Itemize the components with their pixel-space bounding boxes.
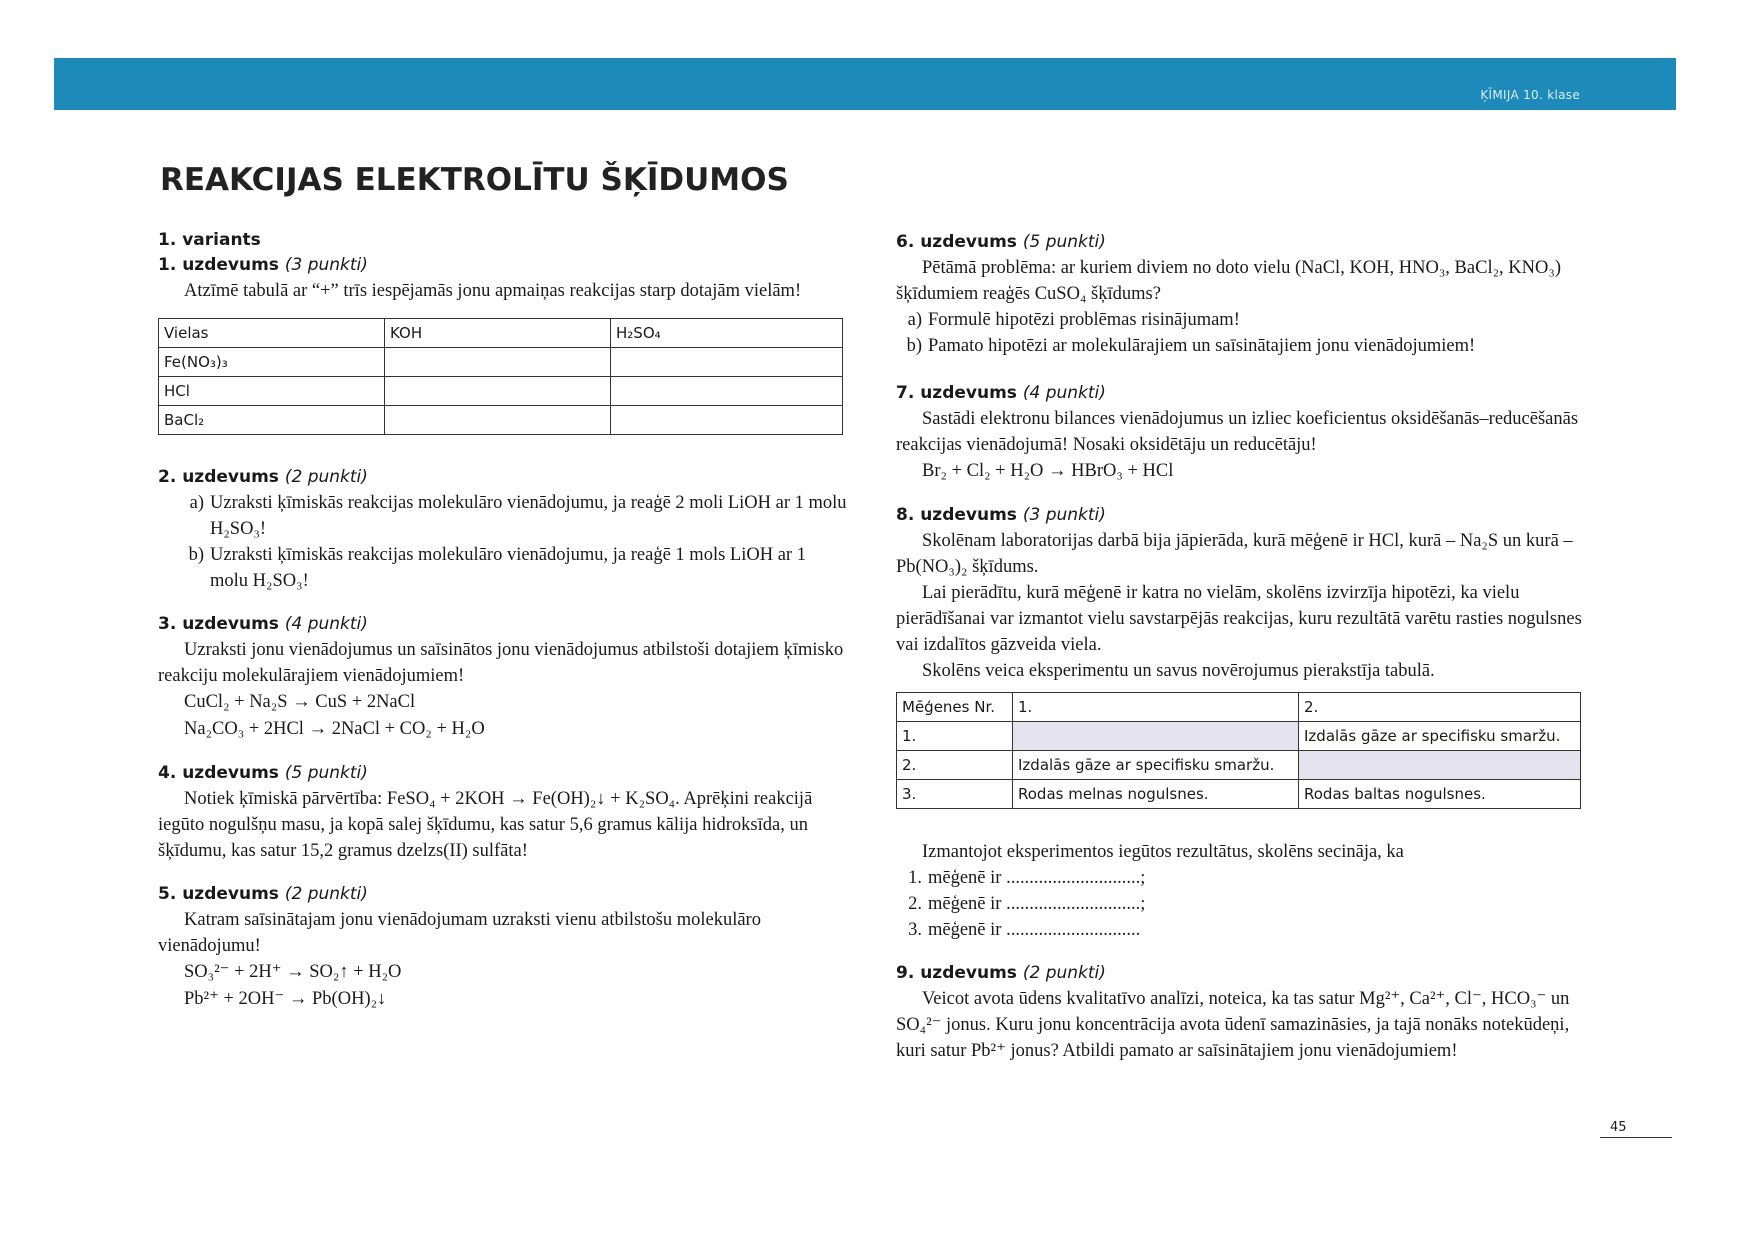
task-text: Lai pierādītu, kurā mēģenē ir katra no vielām, skolēns izvirzīja hipotēzi, ka vielu pierādīšanai var izmantot vielu savstarpējās reakcijas, kuru rezultātā varētu rasties nogulsnes vai izdalītos gāzveida viela. bbox=[896, 583, 1582, 655]
left-column bbox=[158, 228, 848, 1013]
table-header-cell: Vielas bbox=[159, 319, 385, 348]
task-heading bbox=[158, 465, 848, 490]
variant-label: 1. variants bbox=[158, 230, 261, 250]
item-text: mēģenē ir .............................; bbox=[928, 894, 1146, 914]
task-6 bbox=[896, 230, 1586, 359]
table-header-cell: KOH bbox=[385, 319, 611, 348]
equation: CuCl₂ + Na₂S → CuS + 2NaCl bbox=[184, 692, 416, 712]
table-row-label: 3. bbox=[897, 780, 1013, 809]
task-text: Skolēns veica eksperimentu un savus novērojumus pierakstīja tabulā. bbox=[922, 661, 1435, 681]
table-cell: Rodas baltas nogulsnes. bbox=[1299, 780, 1581, 809]
task-5 bbox=[158, 882, 848, 1013]
task-points: (2 punkti) bbox=[284, 467, 368, 487]
conclusion-item bbox=[896, 891, 1586, 917]
task-points: (5 punkti) bbox=[284, 763, 368, 783]
task-text: Veicot avota ūdens kvalitatīvo analīzi, noteica, ka tas satur Mg²⁺, Ca²⁺, Cl⁻, HCO₃⁻ un SO₄²⁻ jonus. Kuru jonu koncentrācija avota ūdenī samazināsies, ja tajā nonāks notekūdeņi, kuri satur Pb²⁺ jonus? Atbildi pamato ar saīsinātajiem jonu vienādojumiem! bbox=[896, 989, 1570, 1061]
table-row-label: BaCl₂ bbox=[159, 406, 385, 435]
table-header-cell: 2. bbox=[1299, 693, 1581, 722]
equation: Br₂ + Cl₂ + H₂O → HBrO₃ + HCl bbox=[922, 461, 1174, 481]
item-text: Pamato hipotēzi ar molekulārajiem un saīsinātajiem jonu vienādojumiem! bbox=[928, 336, 1476, 356]
equation: Na₂CO₃ + 2HCl → 2NaCl + CO₂ + H₂O bbox=[184, 719, 485, 739]
answer-cell[interactable] bbox=[611, 348, 843, 377]
observations-table bbox=[896, 692, 1581, 809]
item-text: Uzraksti ķīmiskās reakcijas molekulāro vienādojumu, ja reaģē 2 moli LiOH ar 1 molu H₂SO₃! bbox=[210, 493, 847, 539]
task-text: Notiek ķīmiskā pārvērtība: FeSO₄ + 2KOH → Fe(OH)₂↓ + K₂SO₄. Aprēķini reakcijā iegūto nogulšņu masu, ja kopā salej šķīdumu, kas satur 5,6 gramus kālija hidroksīda, un šķīdumu, kas satur 15,2 gramus dzelzs(II) sulfāta! bbox=[158, 789, 813, 861]
task-heading bbox=[158, 612, 848, 637]
substances-table bbox=[158, 318, 843, 435]
item-marker: b) bbox=[906, 336, 922, 356]
item-marker: 1. bbox=[908, 868, 922, 888]
task-heading bbox=[158, 882, 848, 907]
task-heading bbox=[896, 961, 1586, 986]
task-heading bbox=[896, 230, 1586, 255]
task-points: (3 punkti) bbox=[284, 255, 368, 275]
task-title: 3. uzdevums bbox=[158, 614, 279, 634]
task-title: 4. uzdevums bbox=[158, 763, 279, 783]
task-title: 5. uzdevums bbox=[158, 884, 279, 904]
item-text: Formulē hipotēzi problēmas risinājumam! bbox=[928, 310, 1240, 330]
task-points: (2 punkti) bbox=[284, 884, 368, 904]
answer-cell[interactable] bbox=[385, 406, 611, 435]
task-1 bbox=[158, 253, 848, 435]
item-marker: a) bbox=[907, 310, 922, 330]
table-header-cell: 1. bbox=[1013, 693, 1299, 722]
task-points: (2 punkti) bbox=[1022, 963, 1106, 983]
sub-item-a bbox=[158, 490, 848, 542]
conclusion-item bbox=[896, 865, 1586, 891]
task-text: Skolēnam laboratorijas darbā bija jāpierāda, kurā mēģenē ir HCl, kurā – Na₂S un kurā – Pb(NO₃)₂ šķīdums. bbox=[896, 531, 1573, 577]
item-marker: a) bbox=[189, 493, 204, 513]
task-points: (4 punkti) bbox=[284, 614, 368, 634]
task-heading bbox=[896, 503, 1586, 528]
task-points: (3 punkti) bbox=[1022, 505, 1106, 525]
table-cell bbox=[1299, 751, 1581, 780]
task-title: 9. uzdevums bbox=[896, 963, 1017, 983]
header-subject: ĶĪMIJA 10. klase bbox=[1480, 88, 1580, 102]
task-text: Atzīmē tabulā ar “+” trīs iespējamās jonu apmaiņas reakcijas starp dotajām vielām! bbox=[184, 281, 802, 301]
table-row-label: HCl bbox=[159, 377, 385, 406]
conclusion-text: Izmantojot eksperimentos iegūtos rezultātus, skolēns secināja, ka bbox=[922, 842, 1404, 862]
page-number: 45 bbox=[1610, 1120, 1627, 1135]
task-8 bbox=[896, 503, 1586, 943]
table-cell bbox=[1013, 722, 1299, 751]
item-marker: 3. bbox=[908, 920, 922, 940]
task-3 bbox=[158, 612, 848, 743]
task-2 bbox=[158, 465, 848, 594]
task-text: Uzraksti jonu vienādojumus un saīsinātos jonu vienādojumus atbilstoši dotajiem ķīmisko reakciju molekulārajiem vienādojumiem! bbox=[158, 640, 844, 686]
task-title: 1. uzdevums bbox=[158, 255, 279, 275]
table-cell: Rodas melnas nogulsnes. bbox=[1013, 780, 1299, 809]
task-title: 8. uzdevums bbox=[896, 505, 1017, 525]
table-row-label: 1. bbox=[897, 722, 1013, 751]
task-text: Pētāmā problēma: ar kuriem diviem no doto vielu (NaCl, KOH, HNO₃, BaCl₂, KNO₃) šķīdumiem reaģēs CuSO₄ šķīdums? bbox=[896, 258, 1561, 304]
header-banner bbox=[54, 58, 1676, 110]
sub-item-a bbox=[896, 307, 1586, 333]
task-points: (5 punkti) bbox=[1022, 232, 1106, 252]
item-text: mēģenē ir .............................; bbox=[928, 868, 1146, 888]
page-title: REAKCIJAS ELEKTROLĪTU ŠĶĪDUMOS bbox=[160, 162, 789, 198]
answer-cell[interactable] bbox=[385, 377, 611, 406]
task-heading bbox=[158, 761, 848, 786]
task-4 bbox=[158, 761, 848, 864]
equation: Pb²⁺ + 2OH⁻ → Pb(OH)₂↓ bbox=[184, 989, 387, 1009]
item-marker: 2. bbox=[908, 894, 922, 914]
footer-rule bbox=[1600, 1137, 1672, 1138]
task-7 bbox=[896, 381, 1586, 485]
task-title: 6. uzdevums bbox=[896, 232, 1017, 252]
item-marker: b) bbox=[188, 545, 204, 565]
answer-cell[interactable] bbox=[611, 406, 843, 435]
table-row-label: 2. bbox=[897, 751, 1013, 780]
table-header-cell: H₂SO₄ bbox=[611, 319, 843, 348]
sub-item-b bbox=[158, 542, 848, 594]
conclusion-item bbox=[896, 917, 1586, 943]
task-text: Katram saīsinātajam jonu vienādojumam uzraksti vienu atbilstošu molekulāro vienādojumu! bbox=[158, 910, 761, 956]
sub-item-b bbox=[896, 333, 1586, 359]
table-cell: Izdalās gāze ar specifisku smaržu. bbox=[1299, 722, 1581, 751]
task-title: 2. uzdevums bbox=[158, 467, 279, 487]
task-9 bbox=[896, 961, 1586, 1064]
table-header-cell: Mēģenes Nr. bbox=[897, 693, 1013, 722]
task-title: 7. uzdevums bbox=[896, 383, 1017, 403]
task-heading bbox=[896, 381, 1586, 406]
table-cell: Izdalās gāze ar specifisku smaržu. bbox=[1013, 751, 1299, 780]
answer-cell[interactable] bbox=[611, 377, 843, 406]
item-text: mēģenē ir ............................. bbox=[928, 920, 1141, 940]
answer-cell[interactable] bbox=[385, 348, 611, 377]
task-heading bbox=[158, 253, 848, 278]
right-column bbox=[896, 230, 1586, 1064]
table-row-label: Fe(NO₃)₃ bbox=[159, 348, 385, 377]
item-text: Uzraksti ķīmiskās reakcijas molekulāro vienādojumu, ja reaģē 1 mols LiOH ar 1 molu H₂SO₃! bbox=[210, 545, 806, 591]
task-text: Sastādi elektronu bilances vienādojumus un izliec koeficientus oksidēšanās–reducēšanās reakcijas vienādojumā! Nosaki oksidētāju un reducētāju! bbox=[896, 409, 1579, 455]
equation: SO₃²⁻ + 2H⁺ → SO₂↑ + H₂O bbox=[184, 962, 402, 982]
task-points: (4 punkti) bbox=[1022, 383, 1106, 403]
